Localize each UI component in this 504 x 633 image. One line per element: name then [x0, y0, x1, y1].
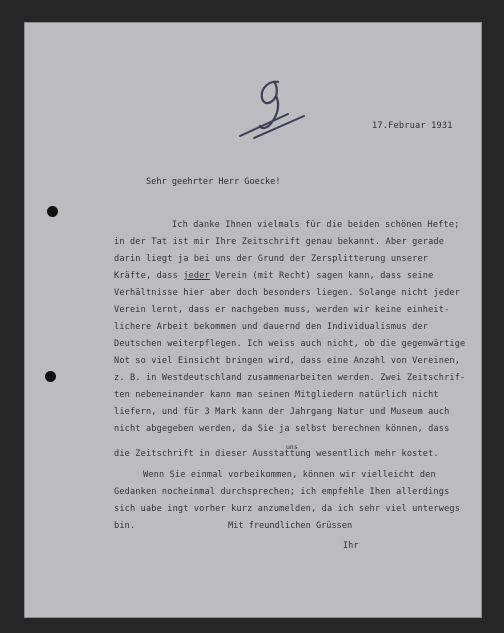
emphasized-word: jeder: [183, 271, 210, 281]
handwritten-signature: [232, 74, 312, 144]
body-line: Wenn Sie einmal vorbeikommen, können wir vielleicht den: [143, 470, 436, 480]
body-line: darin liegt ja bei uns der Grund der Zersplitterung unserer: [114, 254, 429, 264]
body-line: Ich danke Ihnen vielmals für die beiden schönen Hefte;: [172, 220, 460, 230]
body-line: bin.: [114, 521, 136, 531]
body-line: die Zeitschrift in dieser Ausstattung wesentlich mehr kostet.: [114, 449, 439, 459]
letter-date: 17.Februar 1931: [372, 121, 453, 131]
body-line: sich uabe ingt vorher kurz anzumelden, da ich sehr viel unterwegs: [114, 504, 461, 514]
body-line: Verein lernt, dass er nachgeben muss, werden wir keine einheit-: [114, 305, 450, 315]
body-line: Kräfte, dass jeder Verein (mit Recht) sagen kann, dass seine: [114, 271, 434, 281]
body-line: Not so viel Einsicht bringen wird, dass eine Anzahl von Vereinen,: [114, 356, 461, 366]
body-line: liefern, und für 3 Mark kann der Jahrgang Natur und Museum auch: [114, 407, 450, 417]
body-line: z. B. in Westdeutschland zusammenarbeiten werden. Zwei Zeitschrif-: [114, 373, 466, 383]
closing-greeting: Mit freundlichen Grüssen: [228, 521, 353, 531]
body-line: in der Tat ist mir Ihre Zeitschrift genau bekannt. Aber gerade: [114, 237, 445, 247]
body-line: ten nebeneinander kann man seinen Mitgliedern natürlich nicht: [114, 390, 439, 400]
closing-sign: Ihr: [343, 541, 359, 551]
body-line: Verhältnisse hier aber doch besonders liegen. Solange nicht jeder: [114, 288, 461, 298]
body-line: nicht abgegeben werden, da Sie ja selbst berechnen können, dass: [114, 424, 450, 434]
body-line: Deutschen weiterpflegen. Ich weiss auch nicht, ob die gegenwärtige: [114, 339, 466, 349]
punch-hole-bottom: [45, 371, 56, 382]
punch-hole-top: [47, 206, 58, 217]
handwritten-insertion: uns: [286, 443, 298, 451]
body-line: Gedanken nocheinmal durchsprechen; ich empfehle Ihen allerdings: [114, 487, 450, 497]
body-line: lichere Arbeit bekommen und dauernd den Individualismus der: [114, 322, 429, 332]
salutation: Sehr geehrter Herr Goecke!: [146, 177, 281, 187]
